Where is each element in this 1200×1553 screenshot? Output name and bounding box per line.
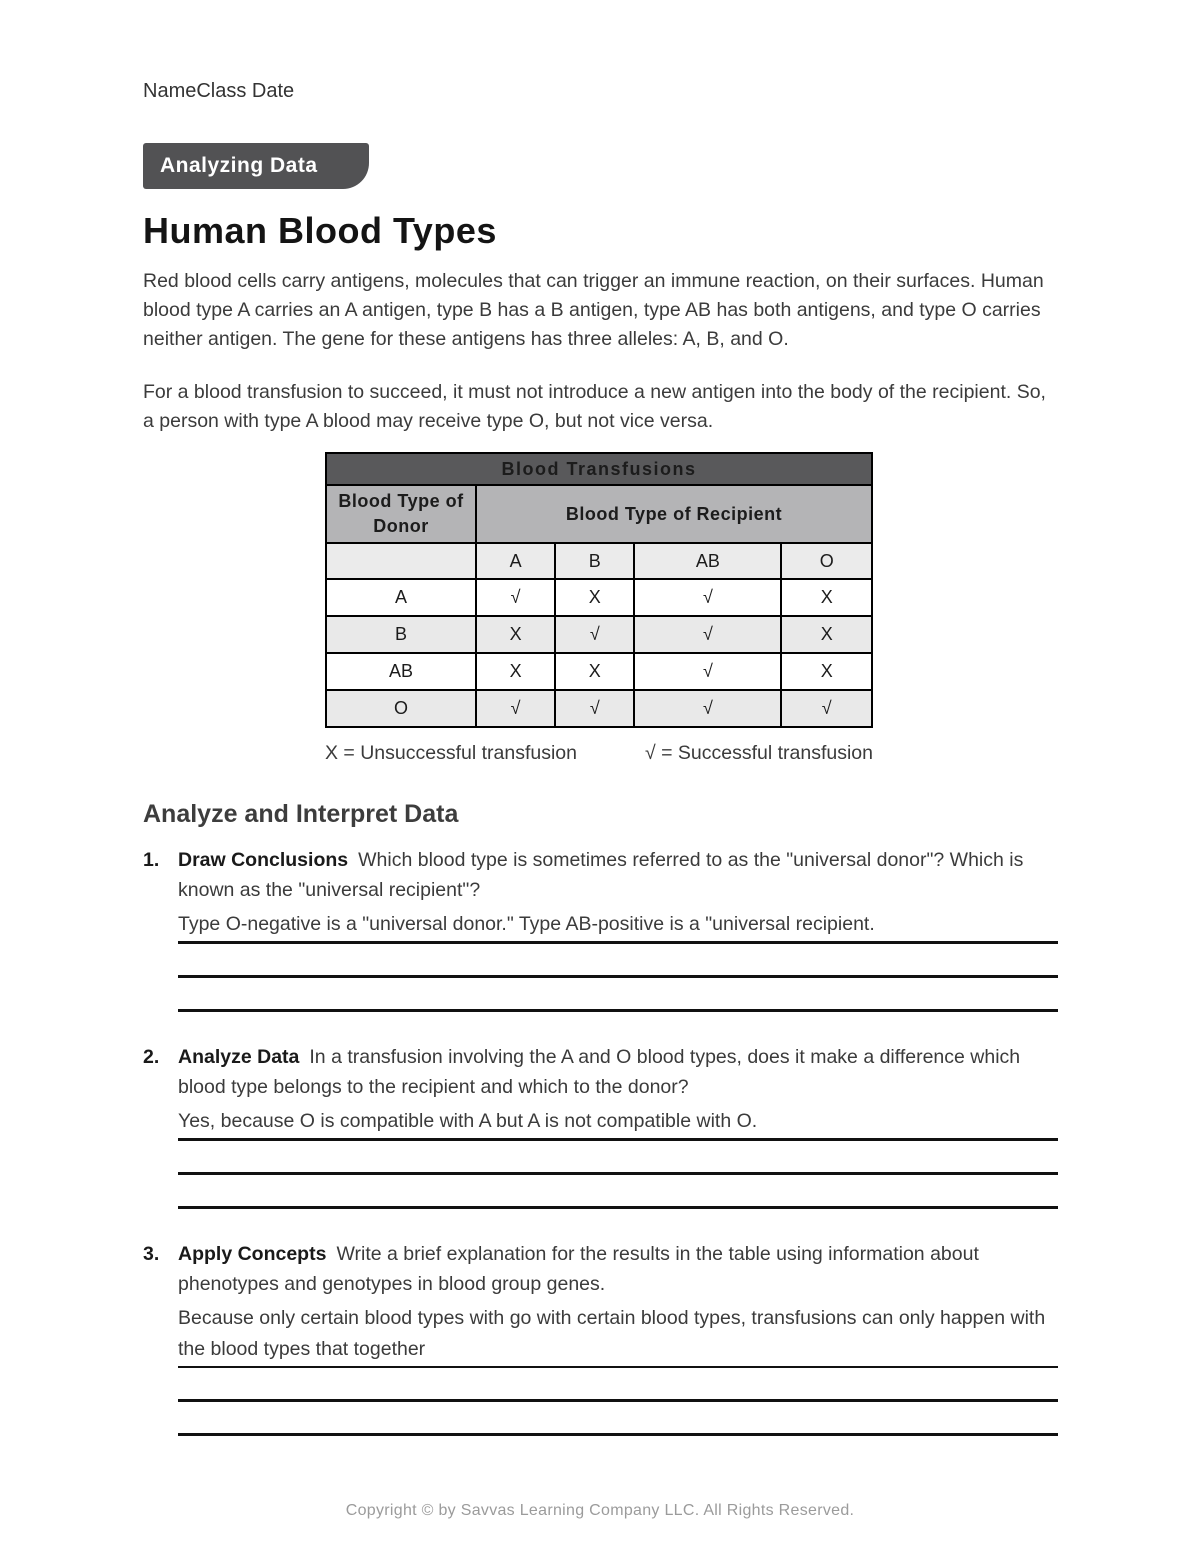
result-cell: √ [476,690,555,727]
question-3 [143,1239,1060,1299]
result-cell: √ [634,616,781,653]
blank-answer-line [178,1402,1058,1436]
table-row-donor-a [326,579,872,616]
table-title: Blood Transfusions [326,453,872,485]
blank-answer-line [178,1368,1058,1402]
table-row-donor-o [326,690,872,727]
intro-paragraph-2: For a blood transfusion to succeed, it must not introduce a new antigen into the body of the recipient. So, a person with type A blood may receive type O, but not vice versa. [143,381,1046,432]
blank-cell [326,543,476,579]
answer-2: Yes, because O is compatible with A but A is not compatible with O. [178,1106,1058,1141]
legend-unsuccessful: X = Unsuccessful transfusion [325,742,577,764]
result-cell: X [781,616,872,653]
recipient-type-a: A [476,543,555,579]
page-title: Human Blood Types [143,210,497,251]
result-cell: X [555,653,634,690]
result-cell: √ [634,690,781,727]
donor-label: B [326,616,476,653]
donor-header-cell: Blood Type of Donor [326,485,476,543]
badge-label: Analyzing Data [160,154,318,177]
question-label: Apply Concepts [178,1243,327,1265]
intro-paragraph-1: Red blood cells carry antigens, molecules that can trigger an immune reaction, on their surfaces. Human blood type A carries an A antigen, type B has a B antigen, type AB has both antigens, and type O carries neither antigen. The gene for these antigens has three alleles: A, B, and O. [143,270,1044,350]
donor-label: AB [326,653,476,690]
question-label: Analyze Data [178,1046,300,1068]
question-prompt: Write a brief explanation for the results in the table using information about phenotypes and genotypes in blood group genes. [178,1243,979,1295]
answer-1: Type O-negative is a "universal donor." Type AB-positive is a "universal recipient. [178,909,1058,944]
analyzing-data-badge [143,143,369,189]
recipient-header-cell: Blood Type of Recipient [476,485,872,543]
blank-answer-line [178,1141,1058,1175]
result-cell: √ [476,579,555,616]
table-row-donor-ab [326,653,872,690]
recipient-type-b: B [555,543,634,579]
worksheet-page [143,0,1060,1436]
donor-label: O [326,690,476,727]
recipient-type-o: O [781,543,872,579]
question-1 [143,845,1060,905]
answer-3: Because only certain blood types with go with certain blood types, transfusions can only happen with the blood types that together [178,1303,1058,1368]
result-cell: √ [634,579,781,616]
blank-answer-line [178,978,1058,1012]
section-heading: Analyze and Interpret Data [143,800,459,828]
name-class-date-labels: NameClass Date [143,80,295,102]
result-cell: √ [634,653,781,690]
recipient-types-row [326,543,872,579]
question-text [178,1042,1060,1102]
result-cell: X [781,653,872,690]
question-text [178,845,1060,905]
question-2 [143,1042,1060,1102]
blood-transfusions-table [325,452,873,728]
recipient-type-ab: AB [634,543,781,579]
question-text [178,1239,1060,1299]
question-number: 2. [143,1046,160,1068]
blank-answer-line [178,1175,1058,1209]
question-number: 1. [143,849,160,871]
question-label: Draw Conclusions [178,849,349,871]
table-row-donor-b [326,616,872,653]
table-legend [325,742,873,765]
question-prompt: Which blood type is sometimes referred to as the "universal donor"? Which is known as the "universal recipient"? [178,849,1024,901]
blank-answer-line [178,944,1058,978]
result-cell: X [555,579,634,616]
copyright-footer: Copyright © by Savvas Learning Company LLC. All Rights Reserved. [345,1502,855,1519]
result-cell: X [476,616,555,653]
question-number: 3. [143,1243,160,1265]
legend-successful: √ = Successful transfusion [644,742,873,764]
result-cell: √ [781,690,872,727]
question-prompt: In a transfusion involving the A and O blood types, does it make a difference which blood type belongs to the recipient and which to the donor? [178,1046,1021,1098]
result-cell: √ [555,616,634,653]
table-header-row [326,485,872,543]
donor-label: A [326,579,476,616]
result-cell: X [781,579,872,616]
table-title-row [326,453,872,485]
result-cell: X [476,653,555,690]
result-cell: √ [555,690,634,727]
